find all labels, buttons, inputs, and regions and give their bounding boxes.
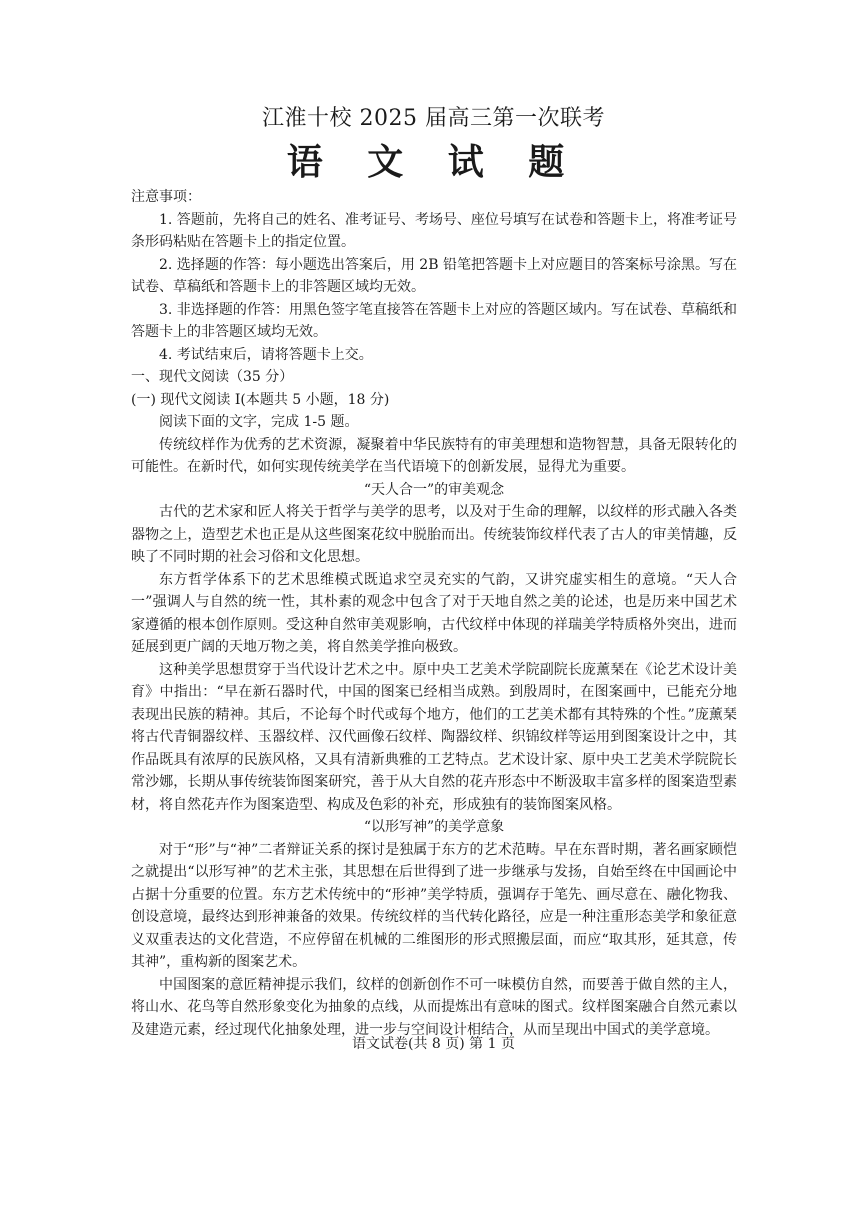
- notice-item-4: 4. 考试结束后，请将答题卡上交。: [159, 346, 373, 363]
- article-paragraph-3: 这种美学思想贯穿于当代设计艺术之中。原中央工艺美术学院副院长庞薰琹在《论艺术设计美育》中指出：“早在新石器时代，中国的图案已经相当成熟。到殷周时，在图案画中，已能充分地表现出民族的精神。其后，不论每个时代或每个地方，他们的工艺美术都有其特殊的个性。”庞薰琹将古代青铜器纹样、玉器纹样、汉代画像石纹样、陶器纹样、织锦纹样等运用到图案设计之中，其作品既具有浓厚的民族风格，又具有清新典雅的工艺特点。艺术设计家、原中央工艺美术学院院长常沙娜，长期从事传统装饰图案研究，善于从大自然的花卉形态中不断汲取丰富多样的图案造型素材，将自然花卉作为图案造型、构成及色彩的补充，形成独有的装饰图案风格。: [131, 661, 737, 813]
- article-intro: 传统纹样作为优秀的艺术资源，凝聚着中华民族特有的审美理想和造物智慧，具备无限转化的可能性。在新时代，如何实现传统美学在当代语境下的创新发展，显得尤为重要。: [131, 436, 737, 475]
- article-heading-2: “以形写神”的美学意象: [363, 819, 505, 835]
- section-instruction: 阅读下面的文字，完成 1-5 题。: [159, 414, 359, 430]
- notice-title: 注意事项：: [131, 189, 201, 205]
- exam-name: 江淮十校 2025 届高三第一次联考: [262, 106, 605, 131]
- section-part-title: 一、现代文阅读（35 分）: [131, 369, 294, 385]
- article-paragraph-1: 古代的艺术家和匠人将关于哲学与美学的思考，以及对于生命的理解，以纹样的形式融入各类器物之上，造型艺术也正是从这些图案花纹中脱胎而出。传统装饰纹样代表了古人的审美情趣，反映了不同时期的社会习俗和文化思想。: [131, 504, 737, 565]
- article-paragraph-4: 对于“形”与“神”二者辩证关系的探讨是独属于东方的艺术范畴。早在东晋时期，著名画家顾恺之就提出“以形写神”的艺术主张，其思想在后世得到了进一步继承与发扬，自始至终在中国画论中占据十分重要的位置。东方艺术传统中的“形神”美学特质，强调存于笔先、画尽意在、融化物我、创设意境，最终达到形神兼备的效果。传统纹样的当代转化路径，应是一种注重形态美学和象征意义双重表达的文化营造，不应停留在机械的二维图形的形式照搬层面，而应“取其形，延其意，传其神”，重构新的图案艺术。: [131, 841, 737, 970]
- article-heading-1: “天人合一”的审美观念: [363, 481, 505, 498]
- section-sub-title: (一) 现代文阅读 I(本题共 5 小题，18 分): [131, 391, 390, 408]
- notice-item-1: 1. 答题前，先将自己的姓名、准考证号、考场号、座位号填写在试卷和答题卡上，将准考证号条形码粘贴在答题卡上的指定位置。: [131, 211, 737, 250]
- article-paragraph-5: 中国图案的意匠精神提示我们，纹样的创新创作不可一味模仿自然，而要善于做自然的主人，将山水、花鸟等自然形象变化为抽象的点线，从而提炼出有意味的图式。纹样图案融合自然元素以及建造元素，经过现代化抽象处理，进一步与空间设计相结合，从而呈现出中国式的美学意境。: [131, 976, 737, 1038]
- page-footer: 语文试卷(共 8 页) 第 1 页: [352, 1036, 515, 1052]
- subject-title: 语 文 试 题: [286, 141, 581, 183]
- article-paragraph-2: 东方哲学体系下的艺术思维模式既追求空灵充实的气韵，又讲究虚实相生的意境。“天人合一”强调人与自然的统一性，其朴素的观念中包含了对于天地自然之美的论述，也是历来中国艺术家遵循的根本创作原则。受这种自然审美观影响，古代纹样中体现的祥瑞美学特质格外突出，进而延展到更广阔的天地万物之美，将自然美学推向极致。: [131, 571, 737, 655]
- notice-item-3: 3. 非选择题的作答：用黑色签字笔直接答在答题卡上对应的答题区域内。写在试卷、草稿纸和答题卡上的非答题区域均无效。: [131, 301, 737, 340]
- page-content: [131, 186, 737, 1041]
- notice-item-2: 2. 选择题的作答：每小题选出答案后，用 2B 铅笔把答题卡上对应题目的答案标号涂黑。写在试卷、草稿纸和答题卡上的非答题区域均无效。: [131, 256, 737, 295]
